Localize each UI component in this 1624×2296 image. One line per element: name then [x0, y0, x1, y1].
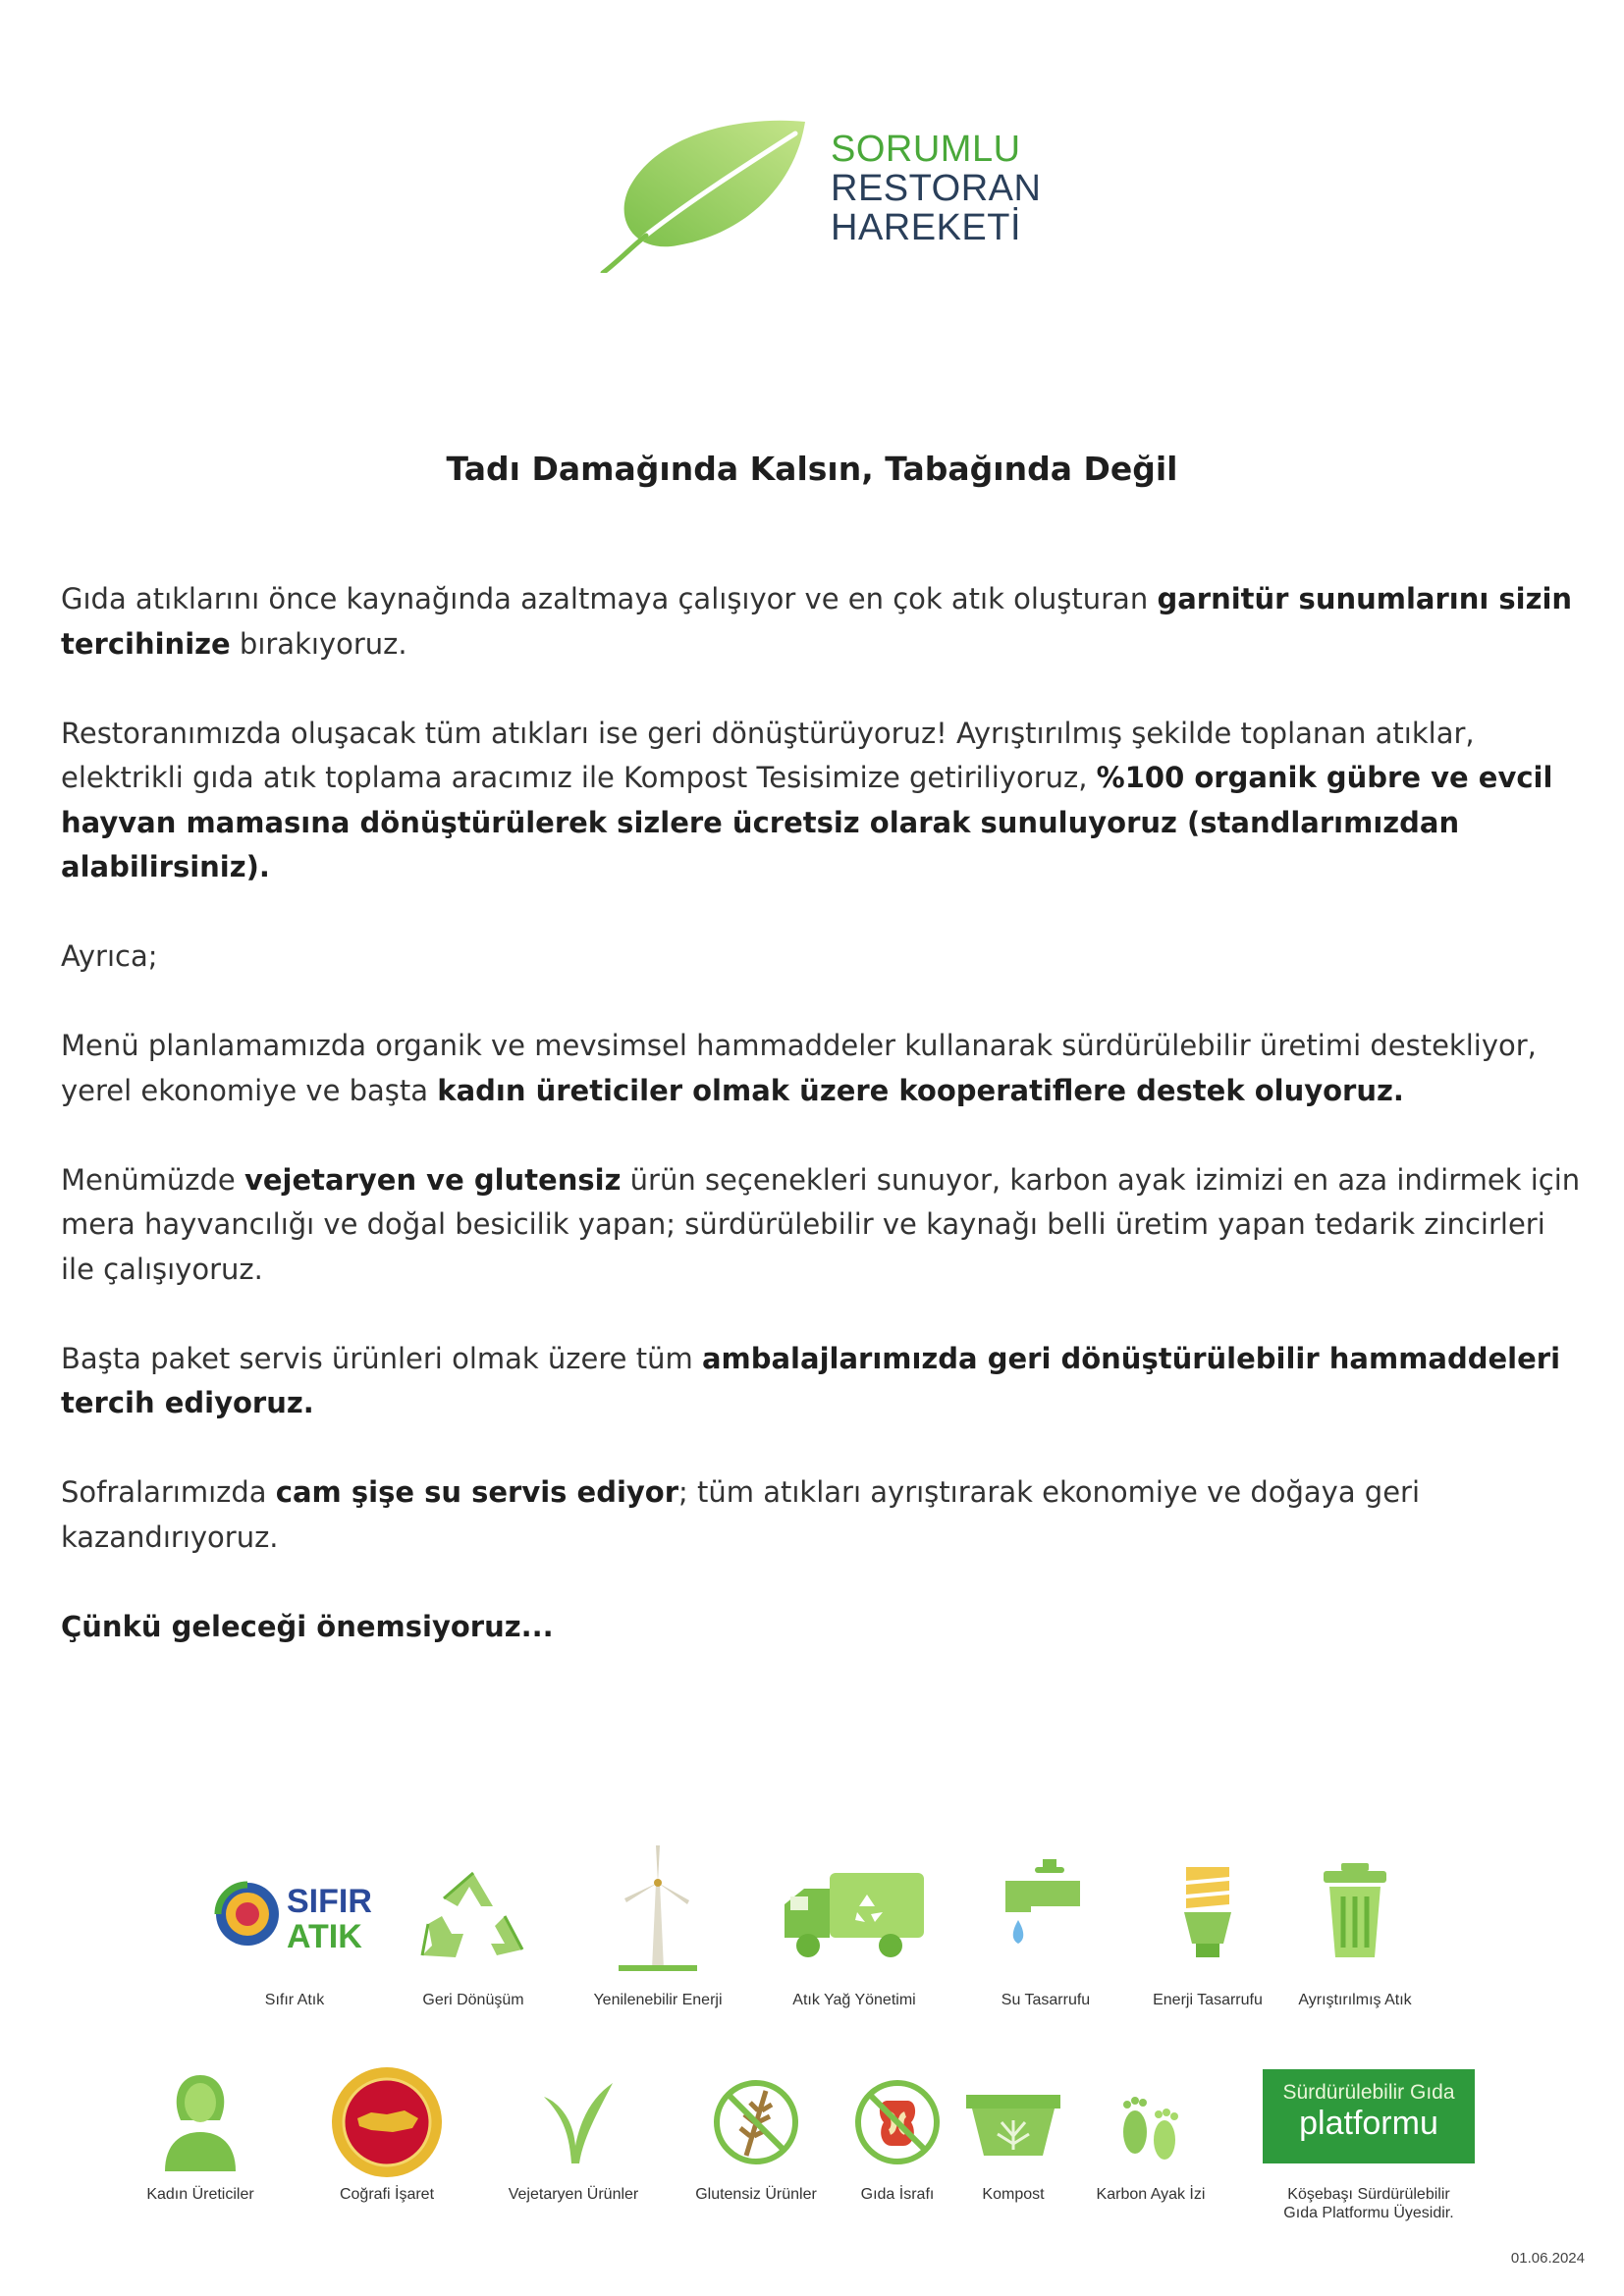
icon-label — [1223, 2185, 1514, 2222]
gluten-free-icon — [707, 2077, 805, 2167]
text: Restoranımızda oluşacak tüm atıkları ise geri dönüştürüyoruz! Ayrıştırılmış şekilde toplanan atıklar, elektrikli gıda atık toplama aracımız ile Kompost Tesisimize getiriliyoruz, — [61, 716, 1475, 794]
icon-platform — [1263, 2069, 1475, 2221]
icon-label: Sıfır Atık — [264, 1992, 325, 2008]
icon-geo — [328, 2063, 446, 2203]
icon-label: Enerji Tasarrufu — [1153, 1992, 1263, 2008]
compost-icon — [964, 2091, 1062, 2160]
text: Menü planlamamızda organik ve mevsimsel hammaddeler kullanarak sürdürülebilir üretimi destekliyor, yerel ekonomiye ve başta — [61, 1029, 1537, 1107]
icon-food-waste — [848, 2077, 947, 2203]
paragraph-1 — [61, 577, 1583, 667]
platform-label-line-2: Gıda Platformu Üyesidir. — [1283, 2205, 1454, 2221]
zero-waste-logo-icon — [206, 1865, 383, 1963]
text: Sofralarımızda — [61, 1475, 276, 1509]
icon-recycle — [414, 1865, 532, 2008]
wind-turbine-icon — [599, 1843, 717, 1973]
brand-logo — [599, 116, 1051, 273]
icon-oil — [781, 1865, 928, 2008]
paragraph-2 — [61, 712, 1583, 890]
bold-text: %100 organik gübre ve evcil hayvan mamasına dönüştürülerek sizlere ücretsiz olarak sunuluyoruz (standlarımızdan alabilirsiniz). — [61, 761, 1553, 883]
icon-label: Ayrıştırılmış Atık — [1298, 1992, 1412, 2008]
icon-separated — [1298, 1859, 1412, 2008]
oil-truck-icon — [781, 1865, 928, 1963]
water-tap-icon — [992, 1855, 1100, 1963]
paragraph-8 — [61, 1605, 1583, 1650]
icon-label: Glutensiz Ürünler — [695, 2186, 817, 2203]
logo-line-3: HAREKETİ — [831, 207, 1022, 248]
text: ; tüm atıkları ayrıştırarak ekonomiye ve doğaya geri kazandırıyoruz. — [61, 1475, 1421, 1554]
energy-bulb-icon — [1159, 1857, 1257, 1965]
platform-logo-icon — [1263, 2069, 1475, 2163]
page-title: Tadı Damağında Kalsın, Tabağında Değil — [446, 450, 1178, 488]
icon-footprint — [1096, 2085, 1206, 2203]
bold-text: ambalajlarımızda geri dönüştürülebilir hammaddeleri tercih ediyoruz. — [61, 1341, 1561, 1419]
icon-vegetarian — [508, 2077, 639, 2203]
icon-women — [146, 2069, 254, 2203]
icon-label: Karbon Ayak İzi — [1096, 2186, 1206, 2203]
body-text — [61, 577, 1583, 1694]
paragraph-7 — [61, 1470, 1583, 1560]
icon-energy — [1153, 1857, 1263, 2008]
icon-label: Gıda İsrafı — [860, 2186, 935, 2203]
icon-zero-waste — [206, 1865, 383, 2008]
trash-bin-icon — [1306, 1859, 1404, 1967]
platform-label-line-1: Köşebaşı Sürdürülebilir — [1287, 2186, 1450, 2203]
text: ürün seçenekleri sunuyor, karbon ayak izimizi en aza indirmek için mera hayvancılığı ve doğal besicilik yapan; sürdürülebilir ve kaynağı belli üretim yapan tedarik zincirleri ile çalışıyoruz. — [61, 1162, 1581, 1286]
icon-label: Yenilenebilir Enerji — [593, 1992, 723, 2008]
zero-waste-text-1: SIFIR — [287, 1883, 372, 1920]
recycle-icon — [414, 1865, 532, 1973]
icon-label: Su Tasarrufu — [1001, 1992, 1091, 2008]
platform-logo-text-1: Sürdürülebilir Gıda — [1282, 2081, 1455, 2104]
icon-label: Coğrafi İşaret — [339, 2186, 435, 2203]
bold-text: vejetaryen ve glutensiz — [244, 1162, 622, 1197]
sprout-icon — [524, 2077, 623, 2165]
woman-producer-icon — [151, 2069, 249, 2171]
icon-water — [992, 1855, 1100, 2008]
text: bırakıyoruz. — [230, 626, 407, 661]
geographic-seal-icon — [328, 2063, 446, 2181]
icon-compost — [964, 2091, 1062, 2203]
document-date: 01.06.2024 — [1510, 2250, 1585, 2267]
zero-waste-text-2: ATIK — [287, 1918, 362, 1955]
no-food-waste-icon — [848, 2077, 947, 2167]
text: Gıda atıklarını önce kaynağında azaltmaya çalışıyor ve en çok atık oluşturan — [61, 582, 1158, 615]
icon-label: Vejetaryen Ürünler — [508, 2186, 639, 2203]
bold-text: cam şişe su servis ediyor — [275, 1475, 679, 1509]
logo-line-2: RESTORAN — [831, 168, 1042, 209]
icon-label: Kadın Üreticiler — [146, 2186, 254, 2203]
bold-text: kadın üreticiler olmak üzere kooperatiflere destek oluyoruz. — [437, 1073, 1404, 1107]
paragraph-3: Ayrıca; — [61, 939, 158, 973]
logo-wordmark — [831, 130, 1041, 247]
text: Başta paket servis ürünleri olmak üzere tüm — [61, 1341, 702, 1375]
icon-label: Kompost — [982, 2186, 1045, 2203]
leaf-icon — [599, 116, 825, 273]
icon-label: Geri Dönüşüm — [422, 1992, 524, 2008]
paragraph-4 — [61, 1024, 1583, 1113]
bold-text: Çünkü geleceği önemsiyoruz... — [61, 1609, 554, 1643]
logo-line-1: SORUMLU — [831, 129, 1021, 170]
paragraph-6 — [61, 1337, 1583, 1426]
platform-logo-text-2: platformu — [1299, 2105, 1438, 2142]
icon-gluten — [695, 2077, 817, 2203]
icon-renewable — [593, 1843, 723, 2008]
footprint-icon — [1102, 2085, 1200, 2163]
paragraph-5 — [61, 1158, 1583, 1293]
text: Menümüzde — [61, 1162, 244, 1197]
icon-label: Atık Yağ Yönetimi — [792, 1992, 916, 2008]
bold-text: garnitür sunumlarını sizin tercihinize — [61, 582, 1573, 661]
